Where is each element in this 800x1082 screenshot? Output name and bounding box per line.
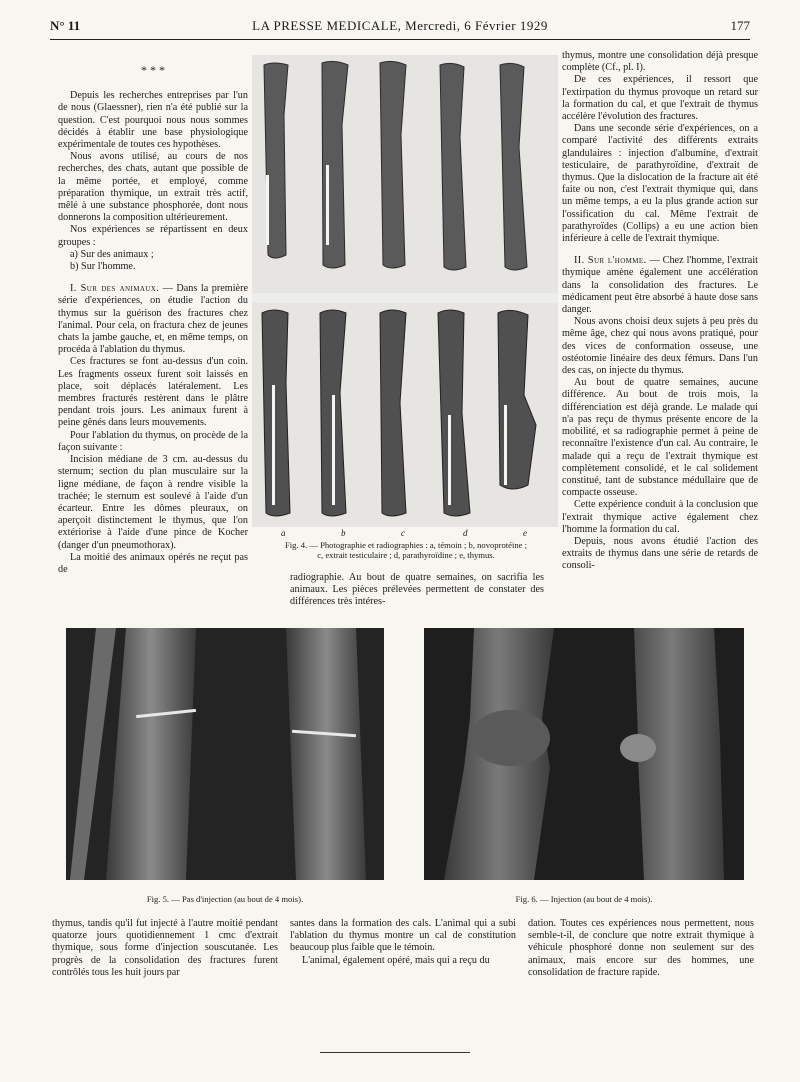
paragraph: Au bout de quatre semaines, aucune différence. Au bout de trois mois, la différenciation est déjà grande. Le malade qui n'a pas reçu de thymus présente encore de la mobilité, et sa radiographie permet à peine de reconnaître l'existence d'un cal. Au contraire, le malade qui a reçu de l'extrait thymique est complètement consolidé, et le cal solidement constitué, tant de substance médullaire que de compacte osseuse. — [562, 377, 758, 499]
figure-6-caption: Fig. 6. — Injection (au bout de 4 mois). — [515, 894, 653, 904]
running-header — [50, 18, 750, 40]
figure-4-caption: Fig. 4. — Photographie et radiographies : a, témoin ; b, novoprotéine ; c, extrait testiculaire ; d, parathyroïdine ; e, thymus. — [284, 540, 527, 560]
paragraph: Nous avons choisi deux sujets à peu près du même âge, chez qui nous avons pratiqué, pour des vices de conformation osseuse, une ostéotomie linéaire des deux fémurs. Dans l'un des cas, on injecte du thymus. — [562, 316, 758, 377]
bottom-column-1 — [52, 918, 278, 979]
header-rule — [50, 39, 750, 40]
issue-number: N° 11 — [50, 18, 81, 33]
figure-4-plate — [252, 55, 558, 527]
list-item: a) Sur des animaux ; — [70, 248, 154, 260]
paragraph: Ces fractures se font au-dessus d'un coin. Les fragments osseux furent soit laissés en place, soit déplacés latéralement. Les membres fracturés restèrent dans le plâtre pendant trois jours. Les animaux furent à peine gênés dans leurs mouvements. — [58, 356, 248, 429]
figure-4-label-e: e — [523, 528, 527, 538]
paragraph: Nous avons utilisé, au cours de nos recherches, des chats, autant que possible de la même portée, et employé, comme préparation thymique, un extrait très actif, mêlé à une substance phosphorée, dont nous donnerons la composition ultérieurement. — [58, 151, 248, 224]
figure-6-image — [424, 628, 744, 880]
left-column — [58, 60, 248, 576]
right-column — [562, 50, 758, 573]
paragraph: Incision médiane de 3 cm. au-dessus du sternum; section du plan musculaire sur la ligne médiane, de façon à rendre visible la trachée; le sternum est soulevé à l'aide d'un écarteur. Entre les dômes pleuraux, on aperçoit distinctement le thymus, que l'on extériorise à l'aide d'une pince de Kocher (danger d'un pneumothorax). — [58, 454, 248, 551]
figure-5-caption: Fig. 5. — Pas d'injection (au bout de 4 mois). — [146, 894, 304, 904]
section-heading: I. Sur des animaux. — [70, 283, 160, 295]
paragraph: thymus, tandis qu'il fut injecté à l'autre moitié pendant quatorze jours quotidiennement 1 cmc d'extrait thymique, sous forme d'injection souscutanée. Les progrès de la consolidation des fractures furent contrôlés tous les huit jours par — [52, 918, 278, 978]
middle-column — [290, 572, 544, 609]
paragraph: Nos expériences se répartissent en deux groupes : — [58, 224, 248, 248]
paragraph: Depuis, nous avons étudié l'action des extraits de thymus dans une série de retards de consoli- — [562, 535, 758, 572]
bottom-column-2 — [290, 918, 516, 967]
figure-4-label-c: c — [401, 528, 405, 538]
journal-title: LA PRESSE MEDICALE, Mercredi, 6 Février 1929 — [252, 18, 548, 33]
paragraph: radiographie. Au bout de quatre semaines, on sacrifia les animaux. Les pièces prélevées permettent de constater des différences très intéres- — [290, 572, 544, 608]
paragraph: L'animal, également opéré, mais qui a reçu du — [302, 954, 490, 966]
figure-4-label-d: d — [463, 528, 468, 538]
paragraph: Depuis les recherches entreprises par l'un de nous (Glaessner), rien n'a été publié sur la question. C'est pourquoi nous nous sommes décidés à établir une base physiologique expérimentale de toutes ces hypothèses. — [58, 90, 248, 151]
paragraph: Cette expérience conduit à la conclusion que l'extrait thymique active également chez l'homme la formation du cal. — [562, 499, 758, 535]
paragraph: thymus, montre une consolidation déjà presque complète (Cf., pl. I). — [562, 50, 758, 74]
section-stars: * * * — [141, 63, 165, 77]
section-paragraph: I. Sur des animaux. — Dans la première série d'expériences, on étudie l'action du thymus sur la guérison des fractures chez l'animal. Pour cela, on fractura chez de jeunes chats la jambe gauche, et, en même temps, on procéda à l'ablation du thymus. — [58, 283, 248, 356]
figure-5-image — [66, 628, 384, 880]
paragraph: La moitié des animaux opérés ne reçut pas de — [58, 551, 248, 575]
section-paragraph: II. Sur l'homme. — Chez l'homme, l'extrait thymique amène également une accélération dans la consolidation des fractures. Le médicament peut être absorbé à haute dose sans danger. — [562, 255, 758, 316]
figure-4-image — [252, 55, 558, 527]
paragraph: Pour l'ablation du thymus, on procède de la façon suivante : — [58, 429, 248, 453]
paragraph: De ces expériences, il ressort que l'extirpation du thymus provoque un retard sur la formation du cal, et que l'extrait de thymus accélère l'évolution des fractures. — [562, 74, 758, 123]
figure-4-label-b: b — [341, 528, 346, 538]
section-heading: II. Sur l'homme. — [574, 255, 647, 267]
paragraph: Dans une seconde série d'expériences, on a comparé l'activité des différents extraits glandulaires : injection d'albumine, d'extrait testiculaire, de parathyroïdine, d'extrait de thymus. Que la dislocation de la fracture ait été faite ou non, c'est l'extrait thymique qui, dans un même temps, a eu la plus grande action sur l'ossification du cal. Même l'extrait de parathyroïdes (Collips) a eu une action bien inférieure à celle de l'extrait thymique. — [562, 123, 758, 245]
page-number: 177 — [730, 18, 750, 33]
closing-rule — [320, 1052, 470, 1053]
paragraph: santes dans la formation des cals. L'animal qui a subi l'ablation du thymus montre un cal de constitution beaucoup plus faible que le témoin. — [290, 918, 516, 954]
figure-4-label-a: a — [281, 528, 286, 538]
list-item: b) Sur l'homme. — [70, 261, 136, 273]
bottom-column-3 — [528, 918, 754, 979]
paragraph: dation. Toutes ces expériences nous permettent, nous semble-t-il, de conclure que notre extrait thymique à véhicule phosphoré donne non seulement sur des animaux, mais encore sur des hommes, une consolidation de fracture rapide. — [528, 918, 754, 978]
